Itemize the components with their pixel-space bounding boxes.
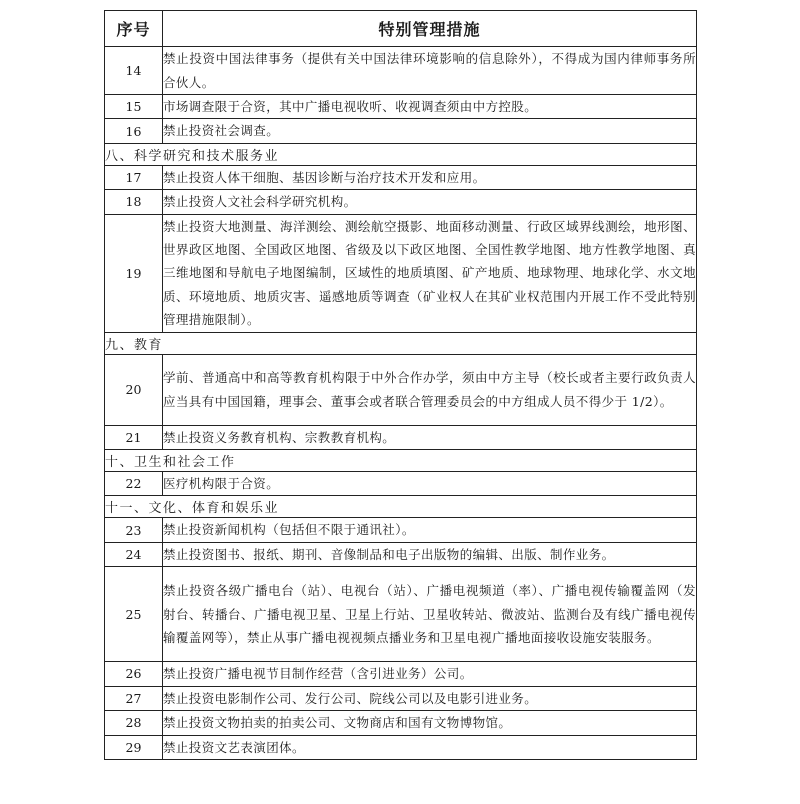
table-row <box>105 472 697 496</box>
measure-text: 禁止投资中国法律事务（提供有关中国法律环境影响的信息除外），不得成为国内律师事务所合伙人。 <box>163 47 697 95</box>
header-serial-number: 序号 <box>105 11 163 47</box>
table-row <box>105 542 697 566</box>
table-body <box>105 47 697 760</box>
header-special-measures: 特别管理措施 <box>163 11 697 47</box>
table-row <box>105 95 697 119</box>
measure-text: 禁止投资人文社会科学研究机构。 <box>163 190 697 214</box>
table-row <box>105 47 697 95</box>
measure-text: 禁止投资新闻机构（包括但不限于通讯社）。 <box>163 518 697 542</box>
row-number: 18 <box>105 190 163 214</box>
row-number: 25 <box>105 567 163 662</box>
row-number: 19 <box>105 214 163 332</box>
measure-text: 禁止投资社会调查。 <box>163 119 697 143</box>
row-number: 22 <box>105 472 163 496</box>
row-number: 29 <box>105 735 163 759</box>
measure-text: 禁止投资文艺表演团体。 <box>163 735 697 759</box>
row-number: 15 <box>105 95 163 119</box>
measure-text: 禁止投资文物拍卖的拍卖公司、文物商店和国有文物博物馆。 <box>163 711 697 735</box>
table-row <box>105 165 697 189</box>
section-header-row <box>105 332 697 354</box>
row-number: 26 <box>105 662 163 686</box>
row-number: 20 <box>105 354 163 425</box>
table-row <box>105 119 697 143</box>
table-row <box>105 711 697 735</box>
row-number: 28 <box>105 711 163 735</box>
row-number: 24 <box>105 542 163 566</box>
table-row <box>105 518 697 542</box>
measure-text: 禁止投资各级广播电台（站）、电视台（站）、广播电视频道（率）、广播电视传输覆盖网（发射台、转播台、广播电视卫星、卫星上行站、卫星收转站、微波站、监测台及有线广播电视传输覆盖网等），禁止从事广播电视视频点播业务和卫星电视广播地面接收设施安装服务。 <box>163 567 697 662</box>
table-row <box>105 567 697 662</box>
measure-text: 禁止投资电影制作公司、发行公司、院线公司以及电影引进业务。 <box>163 686 697 710</box>
measure-text: 禁止投资图书、报纸、期刊、音像制品和电子出版物的编辑、出版、制作业务。 <box>163 542 697 566</box>
row-number: 27 <box>105 686 163 710</box>
table-row <box>105 190 697 214</box>
section-title: 九、教育 <box>105 332 697 354</box>
section-header-row <box>105 143 697 165</box>
row-number: 14 <box>105 47 163 95</box>
row-number: 16 <box>105 119 163 143</box>
table-row <box>105 686 697 710</box>
table-row <box>105 354 697 425</box>
section-header-row <box>105 450 697 472</box>
table-row <box>105 662 697 686</box>
row-number: 17 <box>105 165 163 189</box>
measure-text: 医疗机构限于合资。 <box>163 472 697 496</box>
row-number: 23 <box>105 518 163 542</box>
row-number: 21 <box>105 425 163 449</box>
measure-text: 禁止投资人体干细胞、基因诊断与治疗技术开发和应用。 <box>163 165 697 189</box>
table-row <box>105 425 697 449</box>
measures-table <box>104 10 697 760</box>
measure-text: 市场调查限于合资，其中广播电视收听、收视调查须由中方控股。 <box>163 95 697 119</box>
measure-text: 禁止投资广播电视节目制作经营（含引进业务）公司。 <box>163 662 697 686</box>
section-title: 十一、文化、体育和娱乐业 <box>105 496 697 518</box>
section-title: 十、卫生和社会工作 <box>105 450 697 472</box>
table-row <box>105 214 697 332</box>
measure-text: 禁止投资义务教育机构、宗教教育机构。 <box>163 425 697 449</box>
measure-text: 学前、普通高中和高等教育机构限于中外合作办学，须由中方主导（校长或者主要行政负责人应当具有中国国籍，理事会、董事会或者联合管理委员会的中方组成人员不得少于 1/2）。 <box>163 354 697 425</box>
measure-text: 禁止投资大地测量、海洋测绘、测绘航空摄影、地面移动测量、行政区域界线测绘，地形图、世界政区地图、全国政区地图、省级及以下政区地图、全国性教学地图、地方性教学地图、真三维地图和导航电子地图编制，区域性的地质填图、矿产地质、地球物理、地球化学、水文地质、环境地质、地质灾害、遥感地质等调查（矿业权人在其矿业权范围内开展工作不受此特别管理措施限制）。 <box>163 214 697 332</box>
section-title: 八、科学研究和技术服务业 <box>105 143 697 165</box>
section-header-row <box>105 496 697 518</box>
table-header-row <box>105 11 697 47</box>
table-row <box>105 735 697 759</box>
